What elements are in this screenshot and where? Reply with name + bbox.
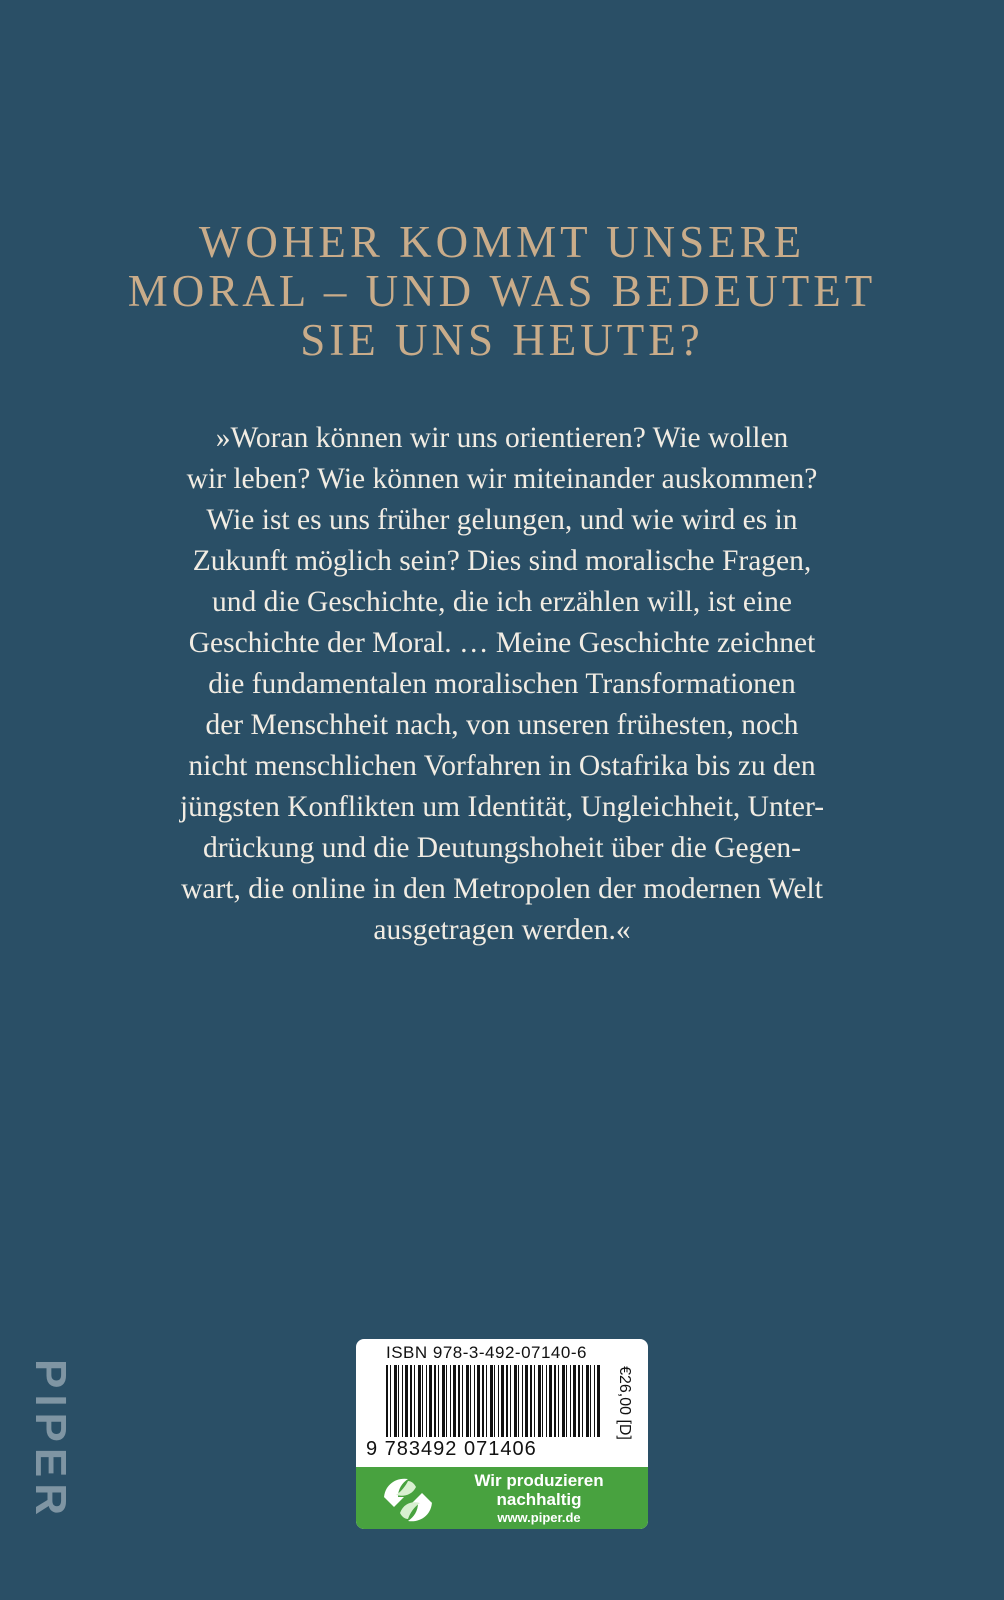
headline-line: SIE UNS HEUTE? [300, 315, 704, 365]
publisher-logo [26, 1352, 74, 1528]
eco-line: nachhaltig [496, 1490, 582, 1509]
blurb-line: Zukunft möglich sein? Dies sind moralische Fragen, [192, 545, 812, 577]
publisher-url: www.piper.de [497, 1510, 581, 1525]
blurb-quote [120, 418, 884, 951]
eco-line: Wir produzieren [474, 1471, 604, 1490]
blurb-line: wir leben? Wie können wir miteinander auskommen? [186, 463, 818, 495]
publisher-name: PIPER [26, 1358, 75, 1522]
headline-line: MORAL – UND WAS BEDEUTET [127, 266, 877, 316]
isbn-text: ISBN 978-3-492-07140-6 [386, 1343, 587, 1362]
blurb-line: Wie ist es uns früher gelungen, und wie wird es in [206, 504, 798, 536]
blurb-line: und die Geschichte, die ich erzählen will, ist eine [212, 586, 792, 618]
blurb-line: ausgetragen werden.« [373, 914, 631, 946]
blurb-line: nicht menschlichen Vorfahren in Ostafrika bis zu den [188, 750, 816, 782]
blurb-line: drückung und die Deutungshoheit über die Gegen- [202, 832, 802, 864]
blurb-line: »Woran können wir uns orientieren? Wie wollen [215, 422, 789, 454]
price-text: €26,00 [D] [616, 1366, 633, 1440]
blurb-line: der Menschheit nach, von unseren frühesten, noch [205, 709, 799, 741]
blurb-line: jüngsten Konflikten um Identität, Ungleichheit, Unter- [179, 791, 825, 823]
blurb-line: Geschichte der Moral. … Meine Geschichte zeichnet [188, 627, 816, 659]
barcode-label [356, 1339, 648, 1529]
blurb-line: wart, die online in den Metropolen der modernen Welt [181, 873, 823, 905]
eco-text [454, 1471, 624, 1527]
eco-badge [356, 1467, 648, 1529]
headline-line: WOHER KOMMT UNSERE [198, 217, 806, 267]
barcode-digits: 9 783492 071406 [366, 1437, 606, 1461]
headline [90, 218, 914, 365]
blurb-line: die fundamentalen moralischen Transformationen [208, 668, 796, 700]
recycle-leaves-icon [378, 1473, 438, 1527]
